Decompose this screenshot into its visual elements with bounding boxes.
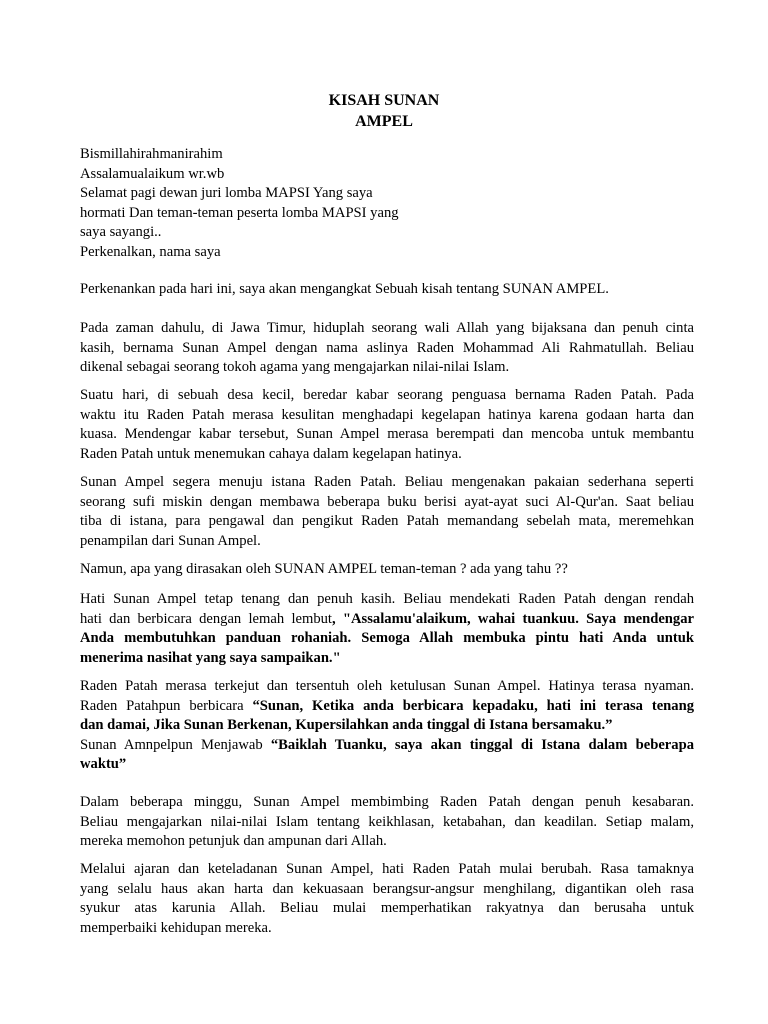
bold-quote: Anda membutuhkan panduan rohaniah. Semoga Allah membuka pintu hati Anda untuk — [80, 630, 694, 646]
paragraph-line: Namun, apa yang dirasakan oleh SUNAN AMPEL teman-teman ? ada yang tahu ?? — [80, 561, 568, 577]
title-line-2: AMPEL — [355, 113, 413, 130]
paragraph-line: Pada zaman dahulu, di Jawa Timur, hiduplah seorang wali Allah yang bijaksana dan penuh cinta — [80, 320, 694, 336]
paragraph-line: Beliau mengajarkan nilai-nilai Islam tentang keikhlasan, ketabahan, dan keadilan. Setiap malam, — [80, 813, 694, 830]
paragraph-line: Sunan Ampel segera menuju istana Raden Patah. Beliau mengenakan pakaian sederhana seperti — [80, 474, 694, 490]
paragraph-line: kuasa. Mendengar kabar tersebut, Sunan Ampel merasa berempati dan mencoba untuk membantu — [80, 426, 694, 442]
paragraph-line — [80, 736, 694, 756]
paragraph-line: Raden Patah untuk menemukan cahaya dalam kegelapan hatinya. — [80, 445, 462, 462]
bold-quote: dan damai, Jika Sunan Berkenan, Kupersilahkan anda tinggal di Istana bersamaku.” — [80, 717, 613, 733]
paragraph-6 — [80, 677, 694, 775]
paragraph-line — [80, 716, 694, 736]
greeting-block — [80, 145, 399, 262]
paragraph-line: seorang sufi miskin dengan membawa beberapa buku berisi ayat-ayat suci Al-Qur'an. Saat beliau — [80, 493, 694, 510]
plain-text: hati dan berbicara dengan lemah lembut — [80, 610, 332, 627]
paragraph-2 — [80, 386, 694, 464]
paragraph-line: penampilan dari Sunan Ampel. — [80, 532, 261, 549]
paragraph-4 — [80, 560, 568, 580]
bold-quote: “Sunan, Ketika anda berbicara kepadaku, hati ini terasa tenang — [252, 697, 694, 714]
bold-quote: menerima nasihat yang saya sampaikan." — [80, 649, 341, 666]
paragraph-line: yang selalu haus akan harta dan kekuasaan berangsur-angsur menghilang, digantikan oleh rasa — [80, 880, 694, 897]
paragraph-5 — [80, 590, 694, 668]
paragraph-line — [80, 649, 694, 669]
title-line-1: KISAH SUNAN — [328, 92, 440, 109]
paragraph-line — [80, 610, 694, 630]
paragraph-3 — [80, 473, 694, 551]
paragraph-line: kasih, bernama Sunan Ampel dengan nama aslinya Raden Mohammad Ali Rahmatullah. Beliau — [80, 339, 694, 356]
paragraph-line: mereka memohon petunjuk dan ampunan dari Allah. — [80, 833, 387, 849]
greeting-line: saya sayangi.. — [80, 224, 162, 240]
plain-text: Raden Patahpun berbicara — [80, 697, 253, 714]
intro-line: Perkenankan pada hari ini, saya akan mengangkat Sebuah kisah tentang SUNAN AMPEL. — [80, 281, 609, 297]
paragraph-line: tiba di istana, para pengawal dan pengikut Raden Patah memandang sebelah mata, meremehkan — [80, 513, 694, 529]
paragraph-line: waktu itu Raden Patah merasa kesulitan menghadapi kegelapan hatinya karena godaan harta dan — [80, 406, 694, 423]
paragraph-line: dikenal sebagai seorang tokoh agama yang mengajarkan nilai-nilai Islam. — [80, 359, 510, 375]
paragraph-line — [80, 629, 694, 649]
paragraph-line — [80, 697, 694, 717]
plain-text: Sunan Amnpelpun Menjawab — [80, 736, 271, 753]
greeting-line: Assalamualaikum wr.wb — [80, 165, 225, 182]
greeting-line: Perkenalkan, nama saya — [80, 243, 221, 260]
bold-quote: , "Assalamu'alaikum, wahai tuankuu. Saya mendengar — [331, 610, 694, 627]
paragraph-line: Dalam beberapa minggu, Sunan Ampel membimbing Raden Patah dengan penuh kesabaran. — [80, 794, 694, 810]
paragraph-8 — [80, 860, 694, 938]
paragraph-line: Suatu hari, di sebuah desa kecil, beredar kabar seorang penguasa bernama Raden Patah. Pada — [80, 387, 694, 403]
greeting-line: hormati Dan teman-teman peserta lomba MAPSI yang — [80, 204, 399, 221]
greeting-line: Selamat pagi dewan juri lomba MAPSI Yang saya — [80, 185, 373, 201]
paragraph-line: Hati Sunan Ampel tetap tenang dan penuh kasih. Beliau mendekati Raden Patah dengan rendah — [80, 591, 694, 607]
greeting-line: Bismillahirahmanirahim — [80, 146, 223, 162]
paragraph-line: memperbaiki kehidupan mereka. — [80, 919, 272, 936]
paragraph-line — [80, 755, 694, 775]
bold-quote: “Baiklah Tuanku, saya akan tinggal di Istana dalam beberapa — [270, 736, 694, 753]
intro-paragraph — [80, 280, 609, 300]
document-title — [0, 90, 768, 132]
paragraph-line: syukur atas karunia Allah. Beliau mulai memperhatikan rakyatnya dan berusaha untuk — [80, 900, 694, 916]
paragraph-7 — [80, 793, 694, 852]
bold-quote: waktu” — [80, 756, 127, 772]
paragraph-line: Raden Patah merasa terkejut dan tersentuh oleh ketulusan Sunan Ampel. Hatinya terasa nyaman. — [80, 678, 694, 694]
paragraph-1 — [80, 319, 694, 378]
paragraph-line: Melalui ajaran dan keteladanan Sunan Ampel, hati Raden Patah mulai berubah. Rasa tamaknya — [80, 861, 694, 877]
